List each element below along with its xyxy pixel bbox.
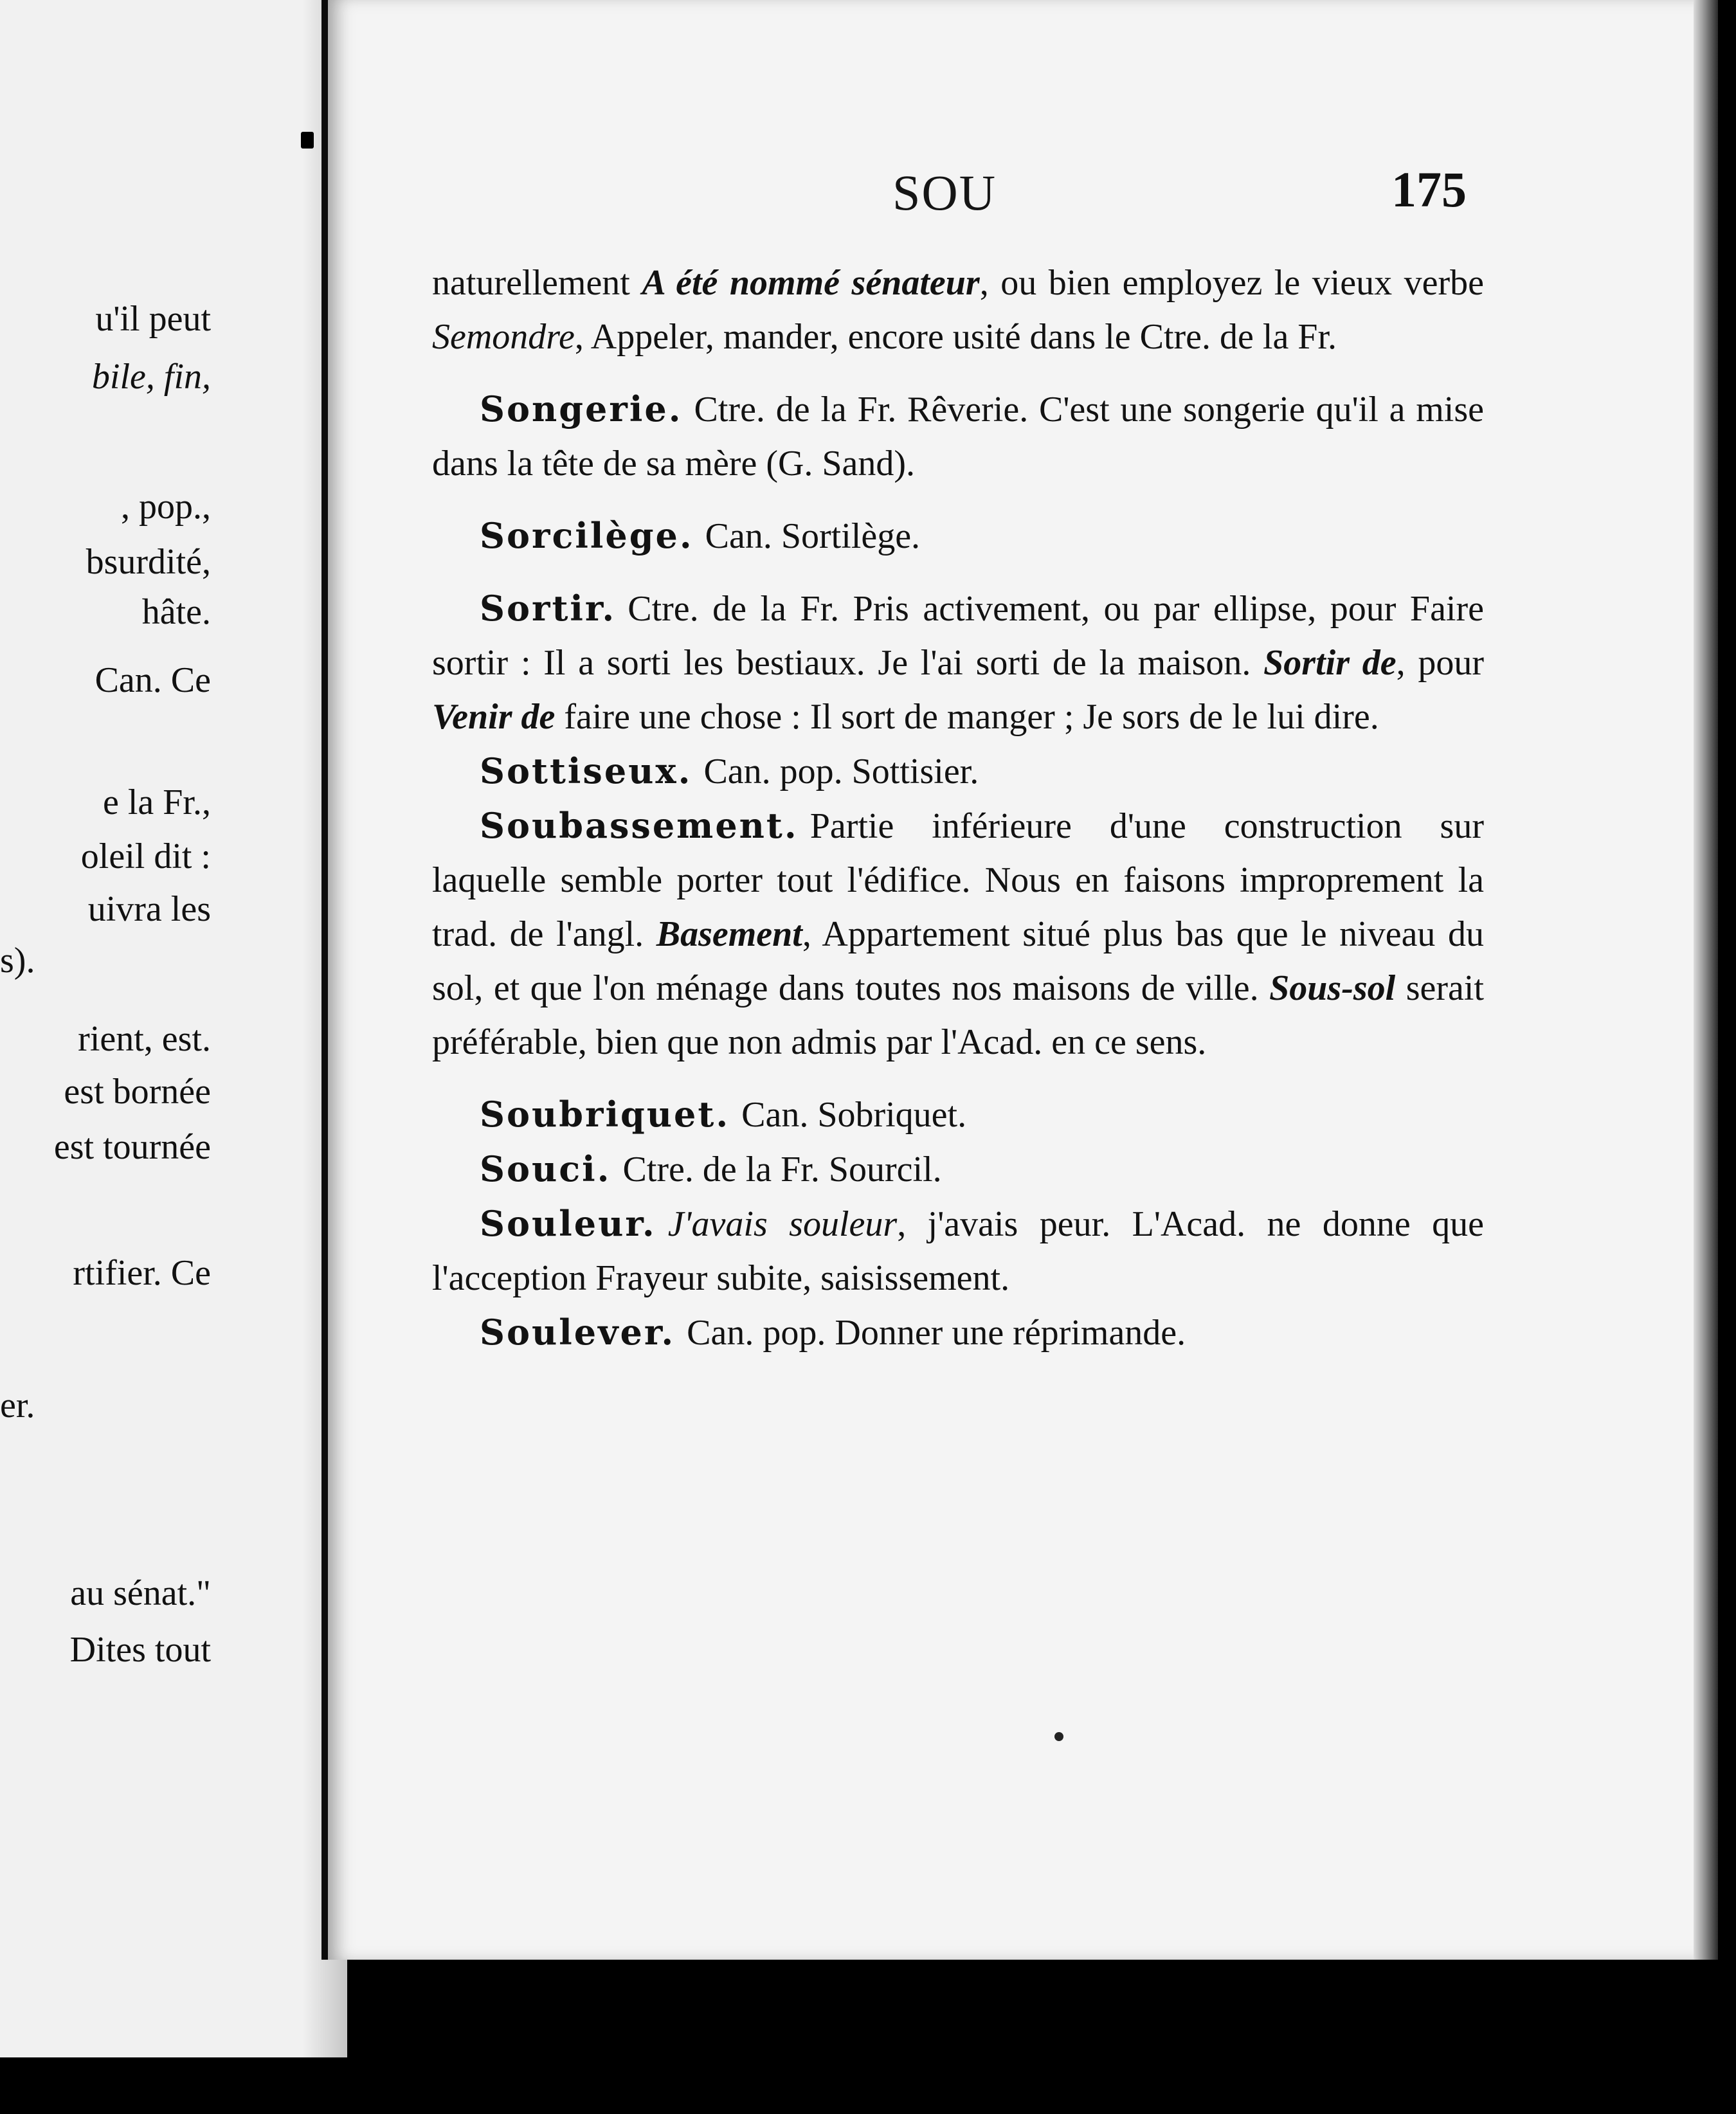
left-page-line: Can. Ce (95, 660, 211, 700)
running-head: SOU (892, 165, 997, 221)
page-edge (1694, 0, 1718, 1960)
left-page-line: est bornée (64, 1072, 211, 1112)
left-page-line: rient, est. (78, 1019, 211, 1059)
entry-souci: Souci. Ctre. de la Fr. Sourcil. (480, 1148, 942, 1189)
left-page-line: s). (0, 941, 35, 980)
scan-background (347, 1960, 1736, 2114)
left-page-line: rtifier. Ce (73, 1253, 211, 1293)
left-page-line: hâte. (141, 592, 211, 632)
headword: Soubriquet. (480, 1094, 730, 1135)
left-page-line: bile, fin, (91, 357, 211, 397)
left-page (0, 0, 347, 2057)
entry-sorcilege: Sorcilège. Can. Sortilège. (480, 515, 921, 556)
dictionary-body (432, 256, 1484, 1360)
ink-mark (301, 132, 314, 149)
left-page-line: bsurdité, (86, 542, 211, 582)
entry-soulever: Soulever. Can. pop. Donner une réprimande. (480, 1312, 1186, 1353)
headword: Soulever. (480, 1312, 676, 1353)
left-page-line: au sénat." (70, 1573, 211, 1613)
left-page-line: uivra les (87, 889, 211, 929)
left-page-line: , pop., (121, 487, 211, 527)
left-page-line: est tournée (53, 1127, 211, 1167)
entry-sottiseux: Sottiseux. Can. pop. Sottisier. (480, 750, 979, 791)
left-page-line: Dites tout (69, 1630, 211, 1670)
headword: Sorcilège. (480, 515, 694, 556)
headword: Songerie. (480, 388, 683, 429)
entry-souleur: Souleur. J'avais souleur, j'avais peur. L'Acad. ne donne que l'acception Frayeur subite, saisissement. (432, 1203, 1484, 1298)
left-page-line: e la Fr., (103, 782, 211, 822)
entry-soubassement: Soubassement. Partie inférieure d'une construction sur laquelle semble porter tout l'édifice. Nous en faisons improprement la trad. de l'angl. Basement, Appartement situé plus bas que le niveau du sol, et que l'on ménage dans toutes nos maisons de ville. Sous-sol serait préférable, bien que non admis par l'Acad. en ce sens. (432, 805, 1485, 1062)
headword: Sortir. (480, 588, 617, 629)
left-page-line: er. (0, 1386, 35, 1425)
entry-continuation: naturellement A été nommé sénateur, ou bien employez le vieux verbe Semondre, Appeler, mander, encore usité dans le Ctre. de la Fr. (432, 263, 1484, 357)
headword: Sottiseux. (480, 750, 692, 791)
page-number: 175 (1391, 161, 1467, 217)
left-page-line: u'il peut (95, 299, 211, 339)
headword: Soubassement. (480, 805, 799, 846)
headword: Souci. (480, 1148, 611, 1189)
headword: Souleur. (480, 1203, 656, 1244)
entry-soubriquet: Soubriquet. Can. Sobriquet. (480, 1094, 967, 1135)
ink-speck (1054, 1732, 1063, 1741)
left-page-line: oleil dit : (80, 836, 211, 876)
entry-sortir: Sortir. Ctre. de la Fr. Pris activement, ou par ellipse, pour Faire sortir : Il a sorti les bestiaux. Je l'ai sorti de la maison. Sortir de, pour Venir de faire une chose : Il sort de manger ; Je sors de le lui dire. (432, 588, 1484, 737)
entry-songerie: Songerie. Ctre. de la Fr. Rêverie. C'est une songerie qu'il a mise dans la tête de sa mère (G. Sand). (432, 388, 1484, 483)
